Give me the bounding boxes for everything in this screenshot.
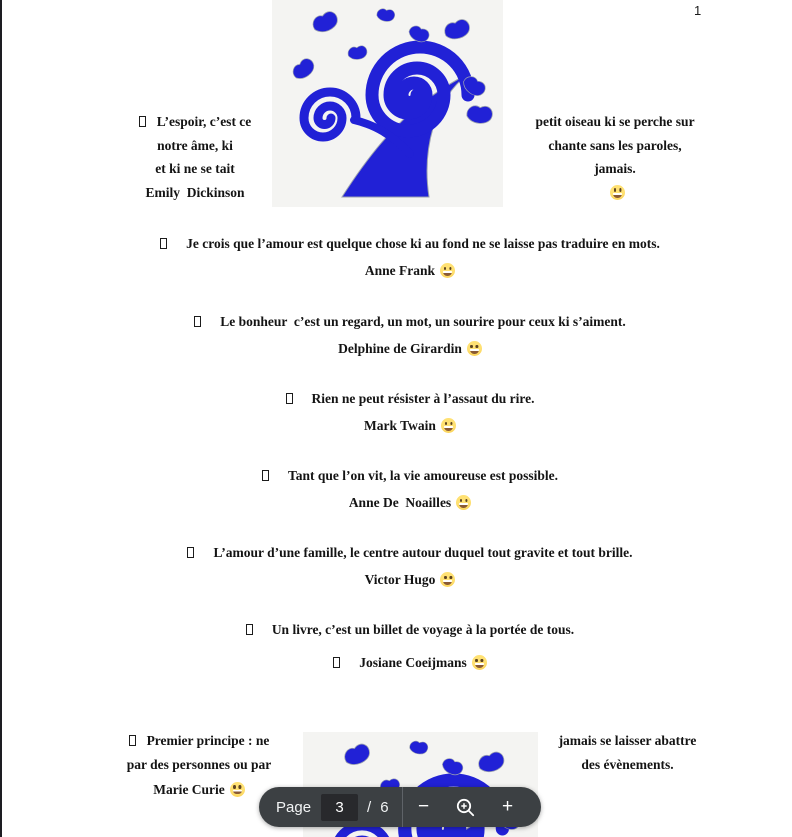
quote-line: notre âme, ki <box>157 137 233 153</box>
quote-line: Premier principe : ne <box>99 729 299 753</box>
quote-line: et ki ne se tait <box>155 161 235 177</box>
zoom-toggle-button[interactable] <box>445 787 487 827</box>
quote-line: Un livre, c’est un billet de voyage à la portée de tous. <box>58 622 762 638</box>
quote-line: L’amour d’une famille, le centre autour duquel tout gravite et tout brille. <box>58 545 762 561</box>
quote-bottom-right-block <box>525 729 730 778</box>
smiley-emoji-icon <box>456 495 471 510</box>
quote-line: Je crois que l’amour est quelque chose ki au fond ne se laisse pas traduire en mots. <box>58 236 762 252</box>
quote-top-left-block <box>95 110 295 204</box>
smiley-emoji-icon <box>467 341 482 356</box>
missing-glyph-bullet <box>246 624 253 635</box>
missing-glyph-bullet <box>262 470 269 481</box>
zoom-in-button[interactable]: + <box>487 787 529 827</box>
quote-author: Marie Curie <box>99 778 299 802</box>
missing-glyph-bullet <box>187 547 194 558</box>
quote-line: petit oiseau ki se perche sur <box>535 114 695 129</box>
quote-line <box>500 181 730 205</box>
smiley-emoji-icon <box>230 782 245 797</box>
quote-line: Tant que l’on vit, la vie amoureuse est possible. <box>58 468 762 484</box>
quote-author: Josiane Coeijmans <box>58 655 762 671</box>
smiley-emoji-icon <box>440 572 455 587</box>
quote-line: Le bonheur c’est un regard, un mot, un sourire pour ceux ki s’aiment. <box>58 314 762 330</box>
missing-glyph-bullet <box>286 393 293 404</box>
document-page-number: 1 <box>694 3 702 18</box>
quote-author: Victor Hugo <box>58 572 762 588</box>
smiley-emoji-icon <box>441 418 456 433</box>
swirl-tree-image-top <box>272 0 503 207</box>
quote-line: Rien ne peut résister à l’assaut du rire. <box>58 391 762 407</box>
missing-glyph-bullet <box>129 735 136 746</box>
swirl-tree-graphic <box>272 0 503 207</box>
quote-author: Anne De Noailles <box>58 495 762 511</box>
quote-author: Anne Frank <box>58 263 762 279</box>
page-number-input[interactable] <box>321 794 358 821</box>
smiley-emoji-icon <box>472 655 487 670</box>
missing-glyph-bullet <box>194 316 201 327</box>
quote-author: Mark Twain <box>58 418 762 434</box>
zoom-out-button[interactable]: − <box>403 787 445 827</box>
quote-line: des évènements. <box>581 757 674 773</box>
page-label: Page <box>276 798 312 816</box>
missing-glyph-bullet <box>139 116 146 127</box>
viewer-left-edge <box>0 0 2 837</box>
quote-line: L’espoir, c’est ce <box>95 110 295 134</box>
page-separator: / <box>367 798 372 816</box>
quote-line: jamais se laisser abattre <box>558 733 697 748</box>
missing-glyph-bullet <box>333 657 340 668</box>
page-toolbar <box>259 787 541 827</box>
total-pages: 6 <box>380 798 389 816</box>
smiley-emoji-icon <box>610 185 625 200</box>
smiley-emoji-icon <box>440 263 455 278</box>
quote-author: Delphine de Girardin <box>58 341 762 357</box>
quote-author: Emily Dickinson <box>145 184 245 200</box>
magnifier-plus-icon <box>455 797 476 818</box>
quote-line: chante sans les paroles, <box>548 137 682 153</box>
quote-top-right-block <box>500 110 730 204</box>
missing-glyph-bullet <box>160 238 167 249</box>
quote-line: jamais. <box>594 161 636 177</box>
quote-line: par des personnes ou par <box>126 757 272 773</box>
